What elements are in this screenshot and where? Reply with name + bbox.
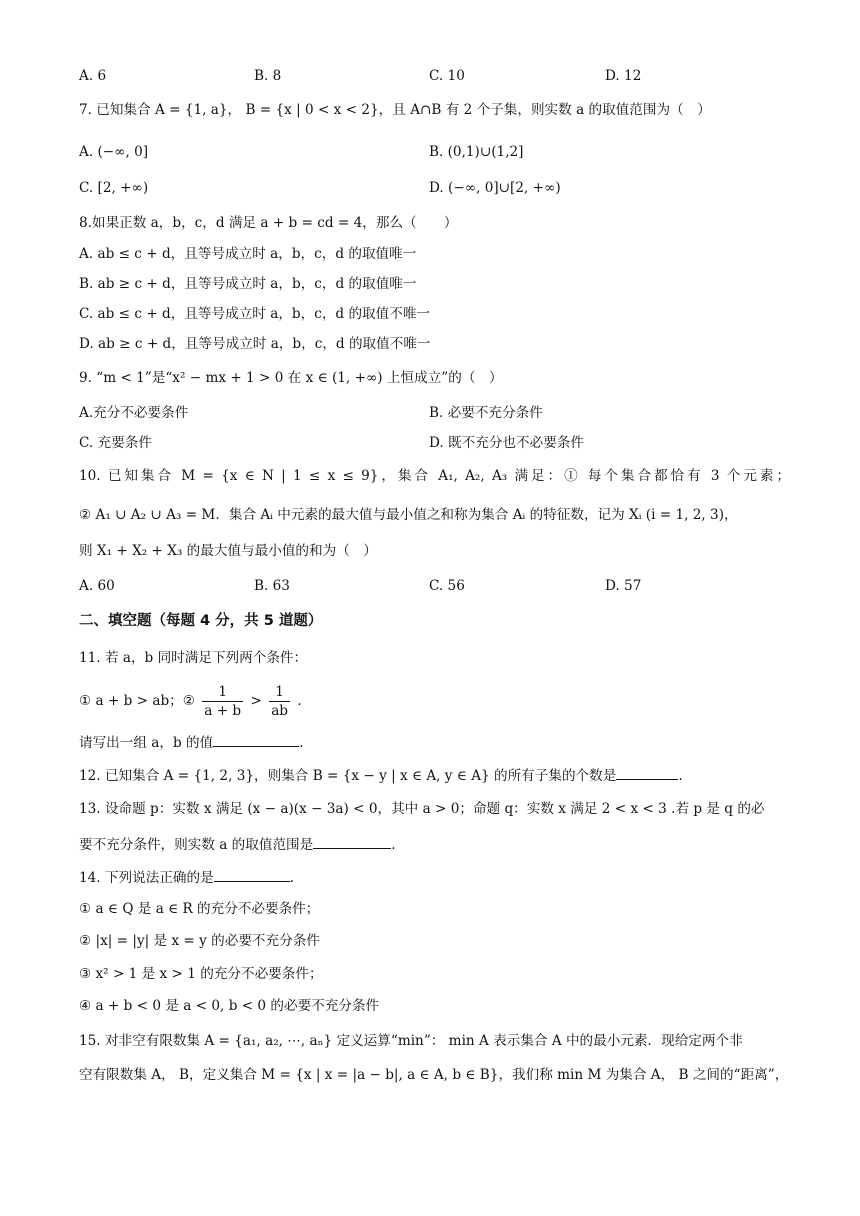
q9-option-d: D. 既不充分也不必要条件 (429, 435, 584, 451)
q15-line-2: 空有限数集 A， B，定义集合 M = {x | x = |a − b|, a ∈ A, b ∈ B}，我们称 min M 为集合 A， B 之间的“距离”， (79, 1067, 789, 1083)
q11-fraction-2 (269, 683, 290, 720)
q7-option-c: C. [2, +∞) (79, 180, 149, 196)
q7-option-d: D. (−∞, 0]∪[2, +∞) (429, 180, 561, 196)
q6-option-a: A. 6 (79, 68, 107, 84)
q10-line-2: ② A₁ ∪ A₂ ∪ A₃ = M．集合 Aᵢ 中元素的最大值与最小值之和称为集合 Aᵢ 的特征数，记为 Xᵢ (i = 1, 2, 3)， (79, 507, 738, 523)
q11-cond-end: . (297, 693, 302, 709)
q14-end: . (289, 870, 295, 886)
q12-line (79, 765, 790, 786)
q14-item-4: ④ a + b < 0 是 a < 0, b < 0 的必要不充分条件 (79, 998, 380, 1014)
q14-stem: 14. 下列说法正确的是 (79, 870, 214, 886)
q13-line-2 (79, 834, 790, 855)
q10-line-3: 则 X₁ + X₂ + X₃ 的最大值与最小值的和为（ ） (79, 543, 377, 559)
q8-option-a: A. ab ≤ c + d，且等号成立时 a，b，c，d 的取值唯一 (79, 246, 417, 262)
q13-answer-blank[interactable] (313, 834, 391, 849)
q10-line-1: 10. 已知集合 M = {x ∈ N | 1 ≤ x ≤ 9}，集合 A₁, A₂, A₃ 满足：① 每个集合都恰有 3 个元素； (79, 468, 790, 484)
q11-ask-text: 请写出一组 a，b 的值 (79, 735, 214, 751)
section-heading-fill-in: 二、填空题（每题 4 分，共 5 道题） (79, 613, 323, 629)
q13-line-1: 13. 设命题 p：实数 x 满足 (x − a)(x − 3a) < 0，其中 a > 0；命题 q：实数 x 满足 2 < x < 3 .若 p 是 q 的必 (79, 801, 765, 817)
q14-item-1: ① a ∈ Q 是 a ∈ R 的充分不必要条件； (79, 901, 320, 917)
q11-answer-blank[interactable] (213, 732, 299, 747)
q11-fraction-2-num: 1 (269, 683, 290, 702)
q10-option-a: A. 60 (79, 578, 115, 594)
q13-line-2-text: 要不充分条件，则实数 a 的取值范围是 (79, 837, 314, 853)
q10-option-b: B. 63 (254, 578, 290, 594)
q8-option-c: C. ab ≤ c + d，且等号成立时 a，b，c，d 的取值不唯一 (79, 306, 431, 322)
q12-stem: 12. 已知集合 A = {1, 2, 3}，则集合 B = {x − y | x ∈ A, y ∈ A} 的所有子集的个数是 (79, 768, 617, 784)
q6-option-b: B. 8 (254, 68, 282, 84)
q11-ask-end: . (299, 735, 304, 751)
q9-option-c: C. 充要条件 (79, 435, 152, 451)
q9-option-a: A.充分不必要条件 (79, 405, 189, 421)
q11-fraction-1-den: a + b (204, 703, 242, 719)
q15-line-1: 15. 对非空有限数集 A = {a₁, a₂, ⋯, aₙ} 定义运算“min”： min A 表示集合 A 中的最小元素．现给定两个非 (79, 1033, 743, 1049)
q11-ask (79, 732, 790, 753)
q11-fraction-1 (202, 683, 243, 720)
q11-cond-1: ① a + b > ab；② (79, 693, 195, 709)
q11-fraction-1-num: 1 (202, 683, 243, 702)
q9-option-b: B. 必要不充分条件 (429, 405, 543, 421)
q11-conditions (79, 681, 790, 721)
q7-option-a: A. (−∞, 0] (79, 144, 149, 160)
q6-option-d: D. 12 (605, 68, 642, 84)
q10-option-c: C. 56 (429, 578, 465, 594)
q14-line (79, 867, 790, 888)
q14-item-2: ② |x| = |y| 是 x = y 的必要不充分条件 (79, 933, 320, 949)
q11-stem: 11. 若 a，b 同时满足下列两个条件： (79, 650, 308, 666)
q14-item-3: ③ x² > 1 是 x > 1 的充分不必要条件； (79, 966, 323, 982)
q12-answer-blank[interactable] (616, 765, 678, 780)
q7-option-b: B. (0,1)∪(1,2] (429, 144, 524, 160)
q9-stem: 9. “m < 1”是“x² − mx + 1 > 0 在 x ∈ (1, +∞) 上恒成立”的（ ） (79, 370, 503, 386)
q10-option-d: D. 57 (605, 578, 642, 594)
q7-stem: 7. 已知集合 A = {1, a}， B = {x | 0 < x < 2}，且 A∩B 有 2 个子集，则实数 a 的取值范围为（ ） (79, 102, 711, 118)
q6-option-c: C. 10 (429, 68, 465, 84)
q8-option-d: D. ab ≥ c + d，且等号成立时 a，b，c，d 的取值不唯一 (79, 336, 431, 352)
q13-end: . (391, 837, 396, 853)
q8-option-b: B. ab ≥ c + d，且等号成立时 a，b，c，d 的取值唯一 (79, 276, 417, 292)
q14-answer-blank[interactable] (214, 867, 290, 882)
q11-gt: > (250, 693, 262, 709)
q11-fraction-2-den: ab (271, 703, 288, 719)
q12-end: . (678, 768, 683, 784)
q8-stem: 8.如果正数 a，b，c，d 满足 a + b = cd = 4，那么（ ） (79, 215, 458, 231)
